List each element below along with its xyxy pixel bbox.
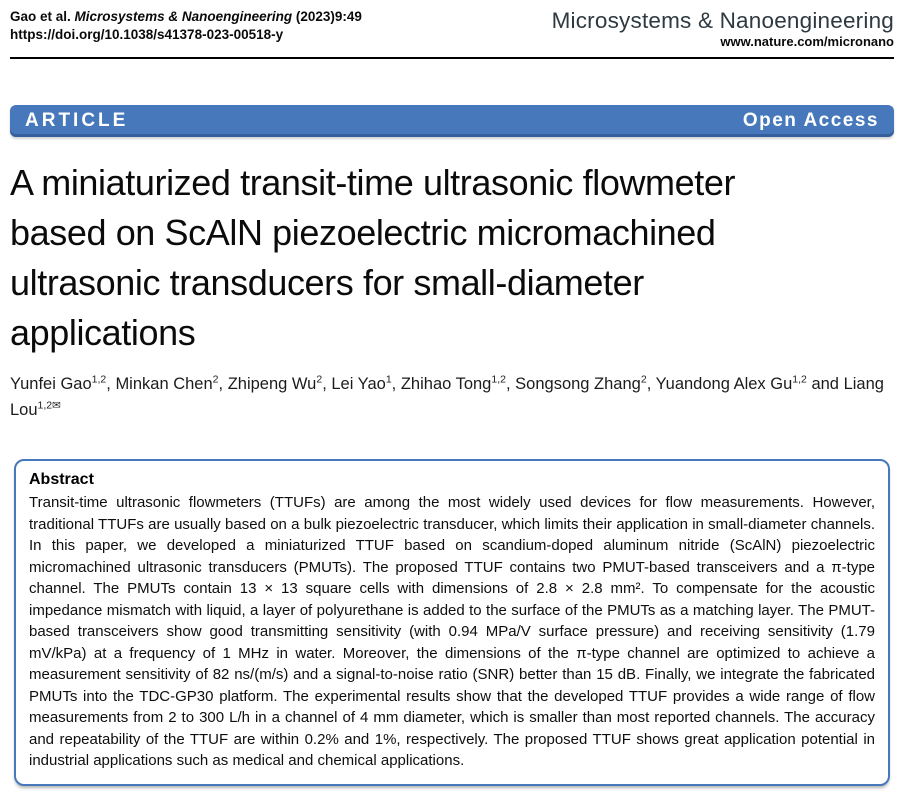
journal-name: Microsystems & Nanoengineering (551, 8, 894, 33)
page-header (10, 8, 894, 50)
open-access-badge: Open Access (742, 110, 879, 131)
citation-block (10, 8, 362, 44)
title-line: based on ScAlN piezoelectric micromachined (10, 212, 716, 253)
abstract-heading: Abstract (29, 471, 94, 488)
title-line: A miniaturized transit-time ultrasonic flowmeter (10, 162, 736, 203)
journal-url-link[interactable]: www.nature.com/micronano (720, 34, 894, 49)
citation-prefix: Gao et al. (10, 9, 75, 24)
citation-journal-name: Microsystems & Nanoengineering (74, 9, 293, 24)
article-type-label: ARTICLE (25, 110, 129, 131)
author-name: Liang Lou (10, 375, 884, 419)
author-affiliation-superscript: 1 (385, 373, 392, 386)
author-affiliation-superscript: 1,2 (792, 373, 807, 386)
doi-link[interactable]: https://doi.org/10.1038/s41378-023-00518-y (10, 27, 284, 42)
author-affiliation-superscript: 2 (640, 373, 647, 386)
author-name: Zhihao Tong (400, 375, 492, 393)
page-title (10, 158, 894, 358)
journal-masthead (552, 8, 894, 50)
author-name: Lei Yao (331, 375, 386, 393)
corresponding-author-envelope-icon[interactable]: ✉ (52, 399, 61, 412)
abstract-text: Transit-time ultrasonic flowmeters (TTUFs) are among the most widely used devices for flow measurements. However, traditional TTUFs are usually based on a bulk piezoelectric transducer, which limits their application in small-diameter channels. In this paper, we developed a miniaturized TTUF based on scandium-doped aluminum nitride (ScAlN) piezoelectric micromachined ultrasonic transducers (PMUTs). The proposed TTUF contains two PMUT-based transceivers and a π-type channel. The PMUTs contain 13 × 13 square cells with dimensions of 2.8 × 2.8 mm². To compensate for the acoustic impedance mismatch with liquid, a layer of polyurethane is added to the surface of the PMUTs as a matching layer. The PMUT-based transceivers show good transmitting sensitivity (with 0.94 MPa/V surface pressure) and receiving sensitivity (1.79 mV/kPa) at a frequency of 1 MHz in water. Moreover, the dimensions of the π-type channel are optimized to achieve a measurement sensitivity of 82 ns/(m/s) and a signal-to-noise ratio (SNR) better than 15 dB. Finally, we integrate the fabricated PMUTs into the TDC-GP30 platform. The experimental results show that the developed TTUF provides a wide range of flow measurements from 2 to 300 L/h in a channel of 4 mm diameter, which is smaller than most reported channels. The accuracy and repeatability of the TTUF are within 0.2% and 1%, respectively. The proposed TTUF shows great application potential in industrial applications such as medical and chemical applications. (29, 494, 875, 769)
author-name: Songsong Zhang (515, 375, 641, 393)
author-name: Yunfei Gao (10, 375, 92, 393)
author-list: Yunfei Gao$^{1,2}$, Minkan Chen$^2$, Zhipeng Wu$^2$, Lei Yao$^1$, Zhihao Tong$^{1,2}$, Songsong Zhang$^2$, Yuandong Alex Gu$^{1,2}$ and Liang Lou$^{1,2✉}$ (10, 373, 884, 419)
author-name: Yuandong Alex Gu (655, 375, 793, 393)
author-name: Zhipeng Wu (227, 375, 317, 393)
abstract-box (14, 459, 890, 786)
author-affiliation-superscript: 2 (316, 373, 323, 386)
article-type-banner (10, 105, 894, 137)
author-affiliation-superscript: 1,2 (91, 373, 107, 386)
author-name: Minkan Chen (115, 375, 213, 393)
citation-line (10, 8, 362, 26)
title-line: applications (10, 312, 196, 353)
citation-volume: (2023)9:49 (292, 9, 362, 24)
title-line: ultrasonic transducers for small-diameter (10, 262, 644, 303)
author-affiliation-superscript: 2 (212, 373, 219, 386)
author-affiliation-superscript: 1,2 (491, 373, 506, 386)
header-divider (10, 57, 894, 59)
author-affiliation-superscript: 1,2 (37, 399, 53, 412)
